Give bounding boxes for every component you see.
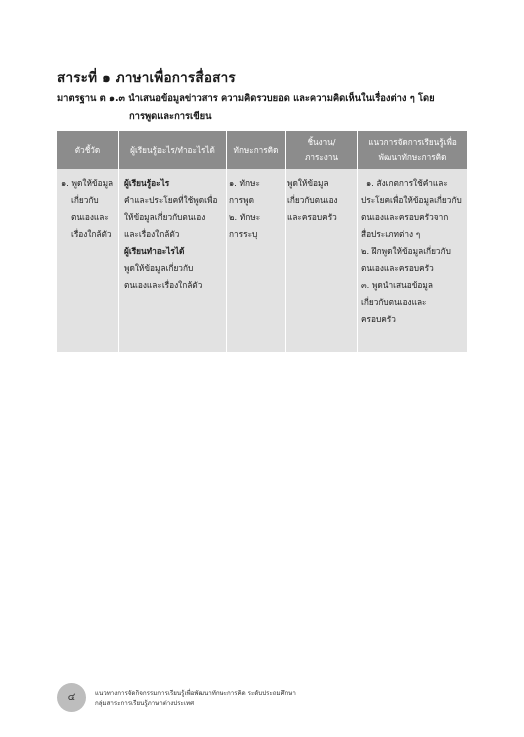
column-divider xyxy=(226,131,227,352)
header-indicator: ตัวชี้วัด xyxy=(74,144,101,155)
subject-title: สาระที่ ๑ ภาษาเพื่อการสื่อสาร xyxy=(57,70,236,86)
standard-line-1: มาตรฐาน ต ๑.๓ นำเสนอข้อมูลข่าวสาร ความคิดรวบยอด และความคิดเห็นในเรื่องต่าง ๆ โดย xyxy=(57,93,435,104)
cell-line: ๑. ทักษะ xyxy=(229,178,260,188)
cell-line: และครอบครัว xyxy=(287,212,337,222)
cell-line: พูดให้ข้อมูล xyxy=(287,178,329,188)
cell-line: เกี่ยวกับตนเองและ xyxy=(361,297,427,307)
header-thinking-skills: ทักษะการคิด xyxy=(233,144,279,155)
cell-line: ๑. พูดให้ข้อมูล xyxy=(61,178,114,188)
page-number-badge xyxy=(57,683,86,712)
learn-do-cell xyxy=(124,175,226,294)
learning-standard xyxy=(57,90,477,126)
cell-line: ตนเองและครอบครัวจาก xyxy=(361,212,449,222)
workpiece-cell xyxy=(287,175,357,226)
cell-line: สื่อประเภทต่าง ๆ xyxy=(361,229,421,239)
cell-line: คำและประโยคที่ใช้พูดเพื่อ xyxy=(124,195,218,205)
cell-line: ครอบครัว xyxy=(361,314,396,324)
curriculum-table xyxy=(57,131,467,352)
standard-line-2: การพูดและการเขียน xyxy=(129,111,212,122)
page-number: ๔ xyxy=(67,692,76,703)
cell-line: ๓. พูดนำเสนอข้อมูล xyxy=(361,280,433,290)
cell-line: ตนเองและครอบครัว xyxy=(361,263,434,273)
column-divider xyxy=(285,131,286,352)
header-learning-approach: แนวการจัดการเรียนรู้เพื่อพัฒนาทักษะการคิด xyxy=(368,137,457,162)
cell-subheading: ผู้เรียนทำอะไรได้ xyxy=(124,246,185,256)
thinking-skills-cell xyxy=(229,175,285,243)
cell-line: พูดให้ข้อมูลเกี่ยวกับ xyxy=(124,263,194,273)
cell-line: ๒. ฝึกพูดให้ข้อมูลเกี่ยวกับ xyxy=(361,246,451,256)
cell-line: ตนเองและเรื่องใกล้ตัว xyxy=(124,280,203,290)
cell-subheading: ผู้เรียนรู้อะไร xyxy=(124,178,170,188)
cell-line: และเรื่องใกล้ตัว xyxy=(124,229,180,239)
header-workpiece: ชิ้นงาน/ภาระงาน xyxy=(305,137,338,162)
cell-line: ให้ข้อมูลเกี่ยวกับตนเอง xyxy=(124,212,206,222)
cell-line: การระบุ xyxy=(229,229,258,239)
cell-line: ตนเองและ xyxy=(71,212,109,222)
header-learn-do: ผู้เรียนรู้อะไร/ทำอะไรได้ xyxy=(130,144,215,155)
cell-line: ประโยคเพื่อให้ข้อมูลเกี่ยวกับ xyxy=(361,195,462,205)
column-divider xyxy=(357,131,358,352)
indicator-cell xyxy=(61,175,117,243)
footer-caption xyxy=(95,689,455,709)
cell-line: การพูด xyxy=(229,195,254,205)
cell-line: เกี่ยวกับ xyxy=(71,195,99,205)
cell-line: เกี่ยวกับตนเอง xyxy=(287,195,338,205)
footer-line-2: กลุ่มสาระการเรียนรู้ภาษาต่างประเทศ xyxy=(95,700,194,707)
footer-line-1: แนวทางการจัดกิจกรรมการเรียนรู้เพื่อพัฒนาทักษะการคิด ระดับประถมศึกษา xyxy=(95,690,296,697)
cell-line: ๒. ทักษะ xyxy=(229,212,261,222)
cell-line: ๑. สังเกตการใช้คำและ xyxy=(366,178,448,188)
column-divider xyxy=(118,131,119,352)
cell-line: เรื่องใกล้ตัว xyxy=(71,229,112,239)
learning-approach-cell xyxy=(361,175,467,328)
